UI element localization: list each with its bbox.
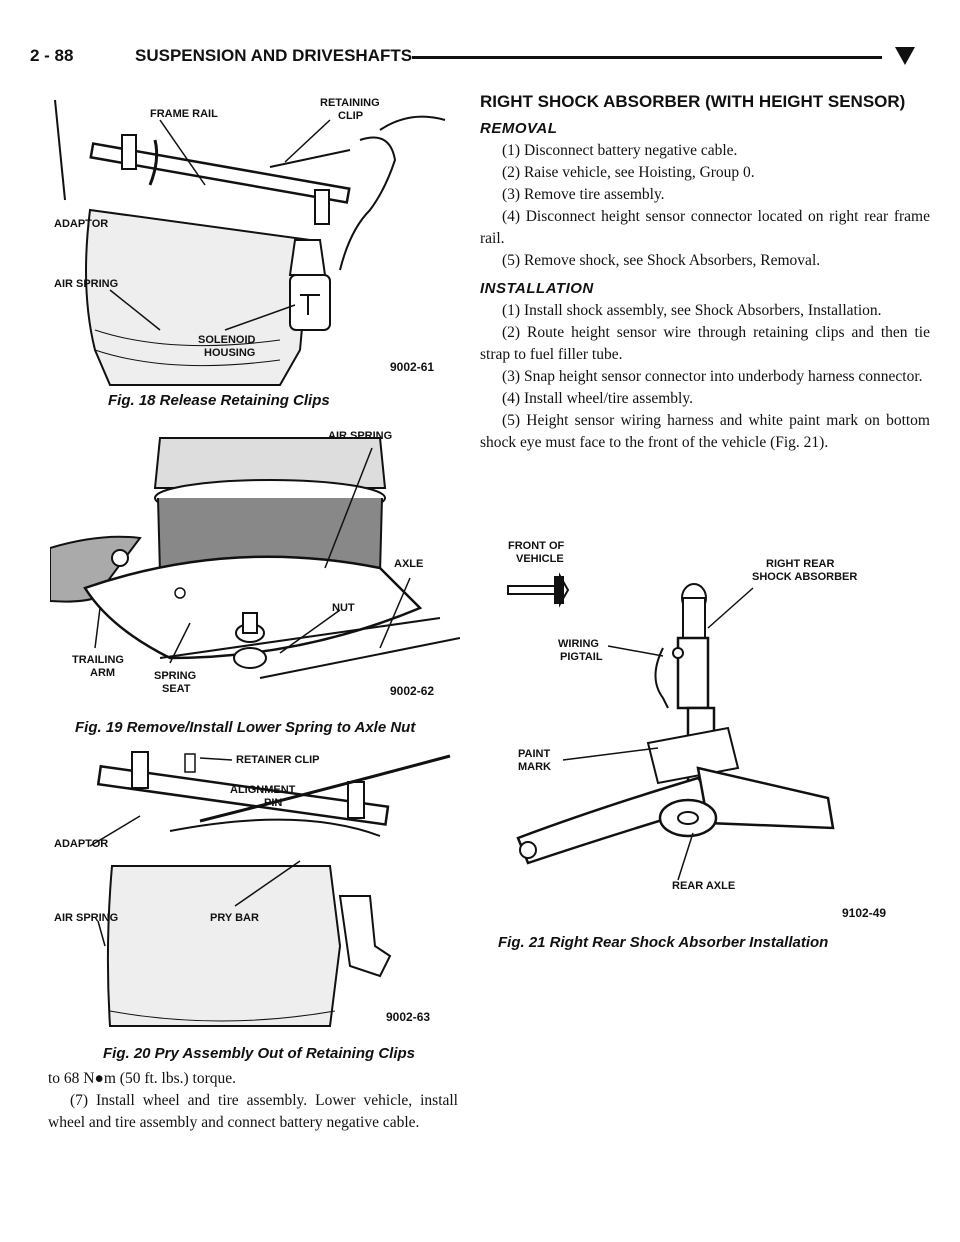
removal-step: (1) Disconnect battery negative cable.	[502, 142, 738, 159]
chrysler-pentastar-icon	[894, 45, 916, 67]
fig18-label-air-spring: AIR SPRING	[54, 278, 119, 290]
removal-step: (2) Raise vehicle, see Hoisting, Group 0.	[502, 164, 755, 181]
fig21-label-vehicle: VEHICLE	[516, 553, 564, 565]
fig21-label-wiring: WIRING	[558, 638, 599, 650]
page-header	[30, 40, 930, 80]
fig18-label-adaptor: ADAPTOR	[54, 218, 109, 230]
fig19-label-trailing: TRAILING	[72, 654, 124, 666]
removal-step: (5) Remove shock, see Shock Absorbers, Removal.	[502, 252, 821, 269]
fig21-label-paint: PAINT	[518, 748, 551, 760]
fig18-caption: Fig. 18 Release Retaining Clips	[108, 392, 330, 409]
fig19-label-nut: NUT	[332, 602, 355, 614]
installation-steps	[480, 300, 930, 454]
fig21-caption: Fig. 21 Right Rear Shock Absorber Installation	[498, 934, 829, 951]
fig19-label-arm: ARM	[90, 667, 116, 679]
fig19-code: 9002-62	[390, 684, 435, 698]
torque-line: to 68 N●m (50 ft. lbs.) torque.	[48, 1070, 237, 1087]
fig18-label-frame-rail: FRAME RAIL	[150, 108, 218, 120]
section-heading: RIGHT SHOCK ABSORBER (WITH HEIGHT SENSOR)	[480, 92, 906, 111]
fig18-label-solenoid: SOLENOID	[198, 334, 256, 346]
fig19-caption: Fig. 19 Remove/Install Lower Spring to Axle Nut	[75, 719, 416, 736]
fig20-code: 9002-63	[386, 1010, 431, 1024]
fig20-label-air-spring: AIR SPRING	[54, 912, 119, 924]
installation-step: (2) Route height sensor wire through retaining clips and then tie strap to fuel filler tube.	[480, 324, 930, 363]
left-column-text	[48, 1068, 458, 1134]
page-number: 2 - 88	[30, 46, 74, 65]
fig20-label-adaptor: ADAPTOR	[54, 838, 109, 850]
installation-heading: INSTALLATION	[480, 280, 594, 297]
fig20-label-alignment: ALIGNMENT	[230, 784, 296, 796]
fig21-label-rear-axle: REAR AXLE	[672, 880, 736, 892]
removal-step: (4) Disconnect height sensor connector located on right rear frame rail.	[480, 208, 930, 247]
fig18-label-retaining-clip-2: CLIP	[338, 110, 364, 122]
fig19-label-seat: SEAT	[162, 683, 191, 695]
fig21-label-front: FRONT OF	[508, 540, 565, 552]
fig18-code: 9002-61	[390, 360, 435, 374]
fig20-label-retainer-clip: RETAINER CLIP	[236, 754, 320, 766]
fig20-label-pry-bar: PRY BAR	[210, 912, 259, 924]
fig18-label-housing: HOUSING	[204, 347, 256, 359]
installation-step: (5) Height sensor wiring harness and white paint mark on bottom shock eye must face to the front of the vehicle (Fig. 21).	[480, 412, 930, 451]
fig21-label-shock-absorber: SHOCK ABSORBER	[752, 571, 858, 583]
fig21-code: 9102-49	[842, 906, 887, 920]
fig20-label-pin: PIN	[264, 797, 283, 809]
header-rule	[412, 56, 882, 59]
figure-20	[50, 746, 460, 1038]
removal-step: (3) Remove tire assembly.	[502, 186, 665, 203]
fig18-label-retaining-clip: RETAINING	[320, 97, 380, 109]
installation-step: (1) Install shock assembly, see Shock Absorbers, Installation.	[502, 302, 882, 319]
figure-21	[498, 528, 898, 928]
figure-18	[50, 90, 450, 390]
removal-heading: REMOVAL	[480, 120, 558, 137]
installation-step: (3) Snap height sensor connector into underbody harness connector.	[502, 368, 923, 385]
fig21-label-right-rear: RIGHT REAR	[766, 558, 835, 570]
fig21-illustration	[498, 528, 898, 928]
installation-step: (4) Install wheel/tire assembly.	[502, 390, 693, 407]
fig19-label-spring: SPRING	[154, 670, 197, 682]
right-column	[480, 92, 930, 454]
fig21-label-pigtail: PIGTAIL	[560, 651, 603, 663]
figure-19	[50, 418, 460, 708]
fig21-label-mark: MARK	[518, 761, 551, 773]
removal-steps	[480, 140, 930, 272]
section-title: SUSPENSION AND DRIVESHAFTS	[135, 46, 413, 65]
fig19-label-axle: AXLE	[394, 558, 424, 570]
step-7: (7) Install wheel and tire assembly. Lower vehicle, install wheel and tire assembly and connect battery negative cable.	[48, 1092, 458, 1131]
fig20-caption: Fig. 20 Pry Assembly Out of Retaining Clips	[103, 1045, 416, 1062]
fig19-label-air-spring: AIR SPRING	[328, 430, 393, 442]
